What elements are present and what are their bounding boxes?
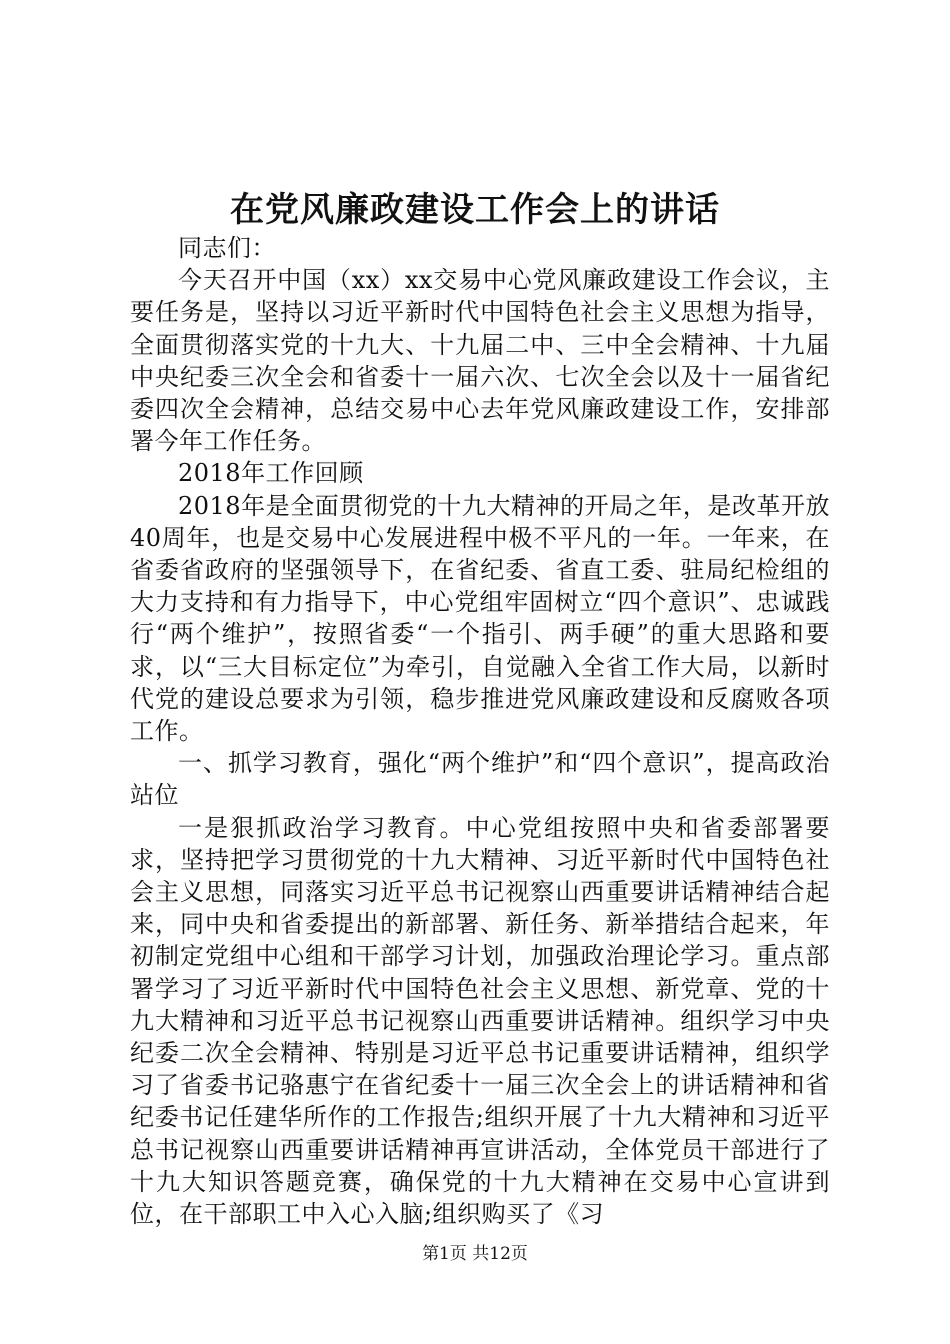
- intro-paragraph: 今天召开中国（xx）xx交易中心党风廉政建设工作会议，主要任务是，坚持以习近平新时代中国特色社会主义思想为指导，全面贯彻落实党的十九大、十九届二中、三中全会精神、十九届中央纪委三次全会和省委十一届六次、七次全会以及十一届省纪委四次全会精神，总结交易中心去年党风廉政建设工作，安排部署今年工作任务。: [130, 266, 830, 456]
- document-title: 在党风廉政建设工作会上的讲话: [230, 190, 720, 230]
- section-heading-review: 2018年工作回顾: [178, 459, 364, 488]
- section-heading-study: 一、抓学习教育，强化“两个维护”和“四个意识”，提高政治站位: [130, 749, 830, 810]
- page-footer: 第1页 共12页: [422, 1244, 528, 1264]
- review-paragraph: 2018年是全面贯彻党的十九大精神的开局之年，是改革开放40周年，也是交易中心发展进程中极不平凡的一年。一年来，在省委省政府的坚强领导下，在省纪委、省直工委、驻局纪检组的大力支持和有力指导下，中心党组牢固树立“四个意识”、忠诚践行“两个维护”，按照省委“一个指引、两手硬”的重大思路和要求，以“三大目标定位”为牵引，自觉融入全省工作大局，以新时代党的建设总要求为引领，稳步推进党风廉政建设和反腐败各项工作。: [130, 491, 830, 746]
- study-paragraph: 一是狠抓政治学习教育。中心党组按照中央和省委部署要求，坚持把学习贯彻党的十九大精神、习近平新时代中国特色社会主义思想，同落实习近平总书记视察山西重要讲话精神结合起来，同中央和省委提出的新部署、新任务、新举措结合起来，年初制定党组中心组和干部学习计划，加强政治理论学习。重点部署学习了习近平新时代中国特色社会主义思想、新党章、党的十九大精神和习近平总书记视察山西重要讲话精神。组织学习中央纪委二次全会精神、特别是习近平总书记重要讲话精神，组织学习了省委书记骆惠宁在省纪委十一届三次全会上的讲话精神和省纪委书记任建华所作的工作报告;组织开展了十九大精神和习近平总书记视察山西重要讲话精神再宣讲活动，全体党员干部进行了十九大知识答题竞赛，确保党的十九大精神在交易中心宣讲到位，在干部职工中入心入脑;组织购买了《习: [130, 813, 830, 1229]
- document-body: [130, 232, 830, 1230]
- salutation-paragraph: 同志们：: [178, 234, 276, 262]
